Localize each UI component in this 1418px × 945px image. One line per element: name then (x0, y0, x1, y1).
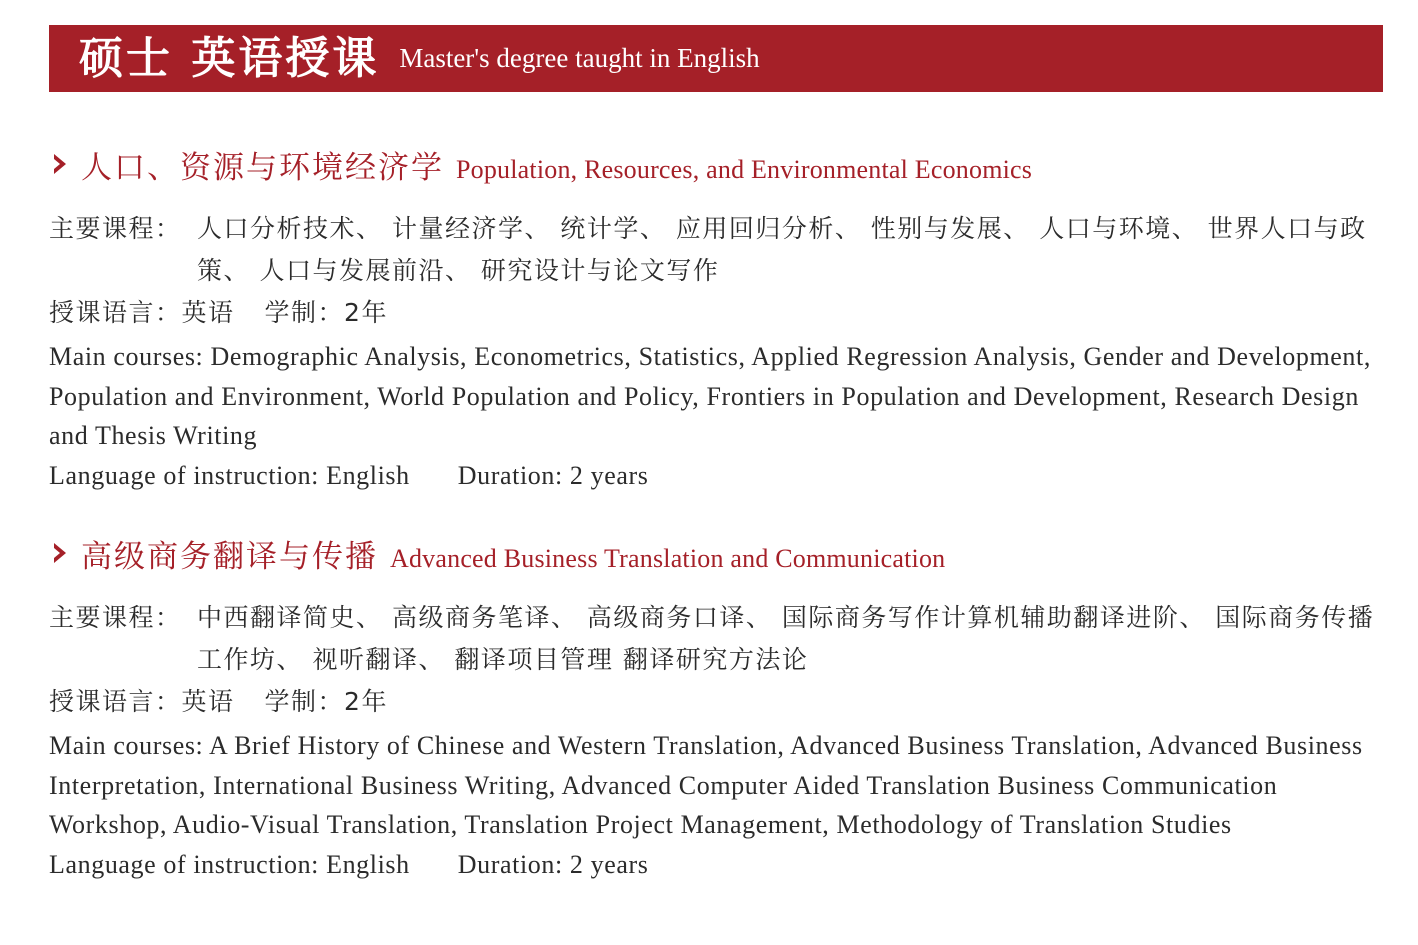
language-en-row (49, 845, 1389, 885)
language-en-row (49, 456, 1389, 496)
program-title-en: Population, Resources, and Environmental Economics (456, 155, 1033, 184)
program-title-cn: 高级商务翻译与传播 (81, 539, 378, 575)
duration-cn: 2年 (344, 298, 388, 327)
program-heading (49, 531, 1399, 575)
header-title-en: Master's degree taught in English (399, 43, 760, 73)
chevron-right-icon (49, 149, 73, 179)
chevron-right-icon (49, 538, 73, 568)
program-section (49, 531, 1399, 884)
courses-cn-row (49, 208, 1399, 292)
courses-label-cn: 主要课程： (49, 603, 182, 632)
duration-cn: 2年 (344, 687, 388, 716)
language-en: Language of instruction: English (49, 849, 410, 879)
language-cn-row (49, 292, 1399, 334)
language-label-cn: 授课语言： (49, 298, 182, 327)
program-heading (49, 142, 1399, 186)
courses-en-block (49, 726, 1399, 884)
duration-label-cn: 学制： (264, 298, 345, 327)
language-label-cn: 授课语言： (49, 687, 182, 716)
courses-label-cn: 主要课程： (49, 214, 182, 243)
program-title-cn: 人口、资源与环境经济学 (81, 150, 444, 186)
courses-cn: 中西翻译简史、 高级商务笔译、 高级商务口译、 国际商务写作计算机辅助翻译进阶、 国际商务传播工作坊、 视听翻译、 翻译项目管理 翻译研究方法论 (197, 603, 1375, 674)
language-cn: 英语 (181, 298, 235, 327)
header-banner (49, 25, 1383, 92)
duration-en: Duration: 2 years (457, 460, 649, 490)
language-en: Language of instruction: English (49, 460, 410, 490)
courses-cn-row (49, 597, 1399, 681)
program-section (49, 142, 1399, 495)
duration-en: Duration: 2 years (457, 849, 649, 879)
courses-en: Main courses: Demographic Analysis, Econometrics, Statistics, Applied Regression Analysis, Gender and Development, Population and Environment, World Population and Policy, Frontiers in Population and Development, Research Design and Thesis Writing (49, 342, 1371, 450)
courses-en: Main courses: A Brief History of Chinese and Western Translation, Advanced Business Translation, Advanced Business Interpretation, International Business Writing, Advanced Computer Aided Translation Business Communication Workshop, Audio-Visual Translation, Translation Project Management, Methodology of Translation Studies (49, 731, 1363, 839)
program-title-en: Advanced Business Translation and Communication (390, 544, 946, 573)
header-title-cn: 硕士 英语授课 (79, 32, 380, 84)
language-cn-row (49, 681, 1399, 723)
duration-label-cn: 学制： (264, 687, 345, 716)
courses-cn: 人口分析技术、 计量经济学、 统计学、 应用回归分析、 性别与发展、 人口与环境、 世界人口与政策、 人口与发展前沿、 研究设计与论文写作 (197, 214, 1367, 285)
courses-en-block (49, 337, 1399, 495)
language-cn: 英语 (181, 687, 235, 716)
